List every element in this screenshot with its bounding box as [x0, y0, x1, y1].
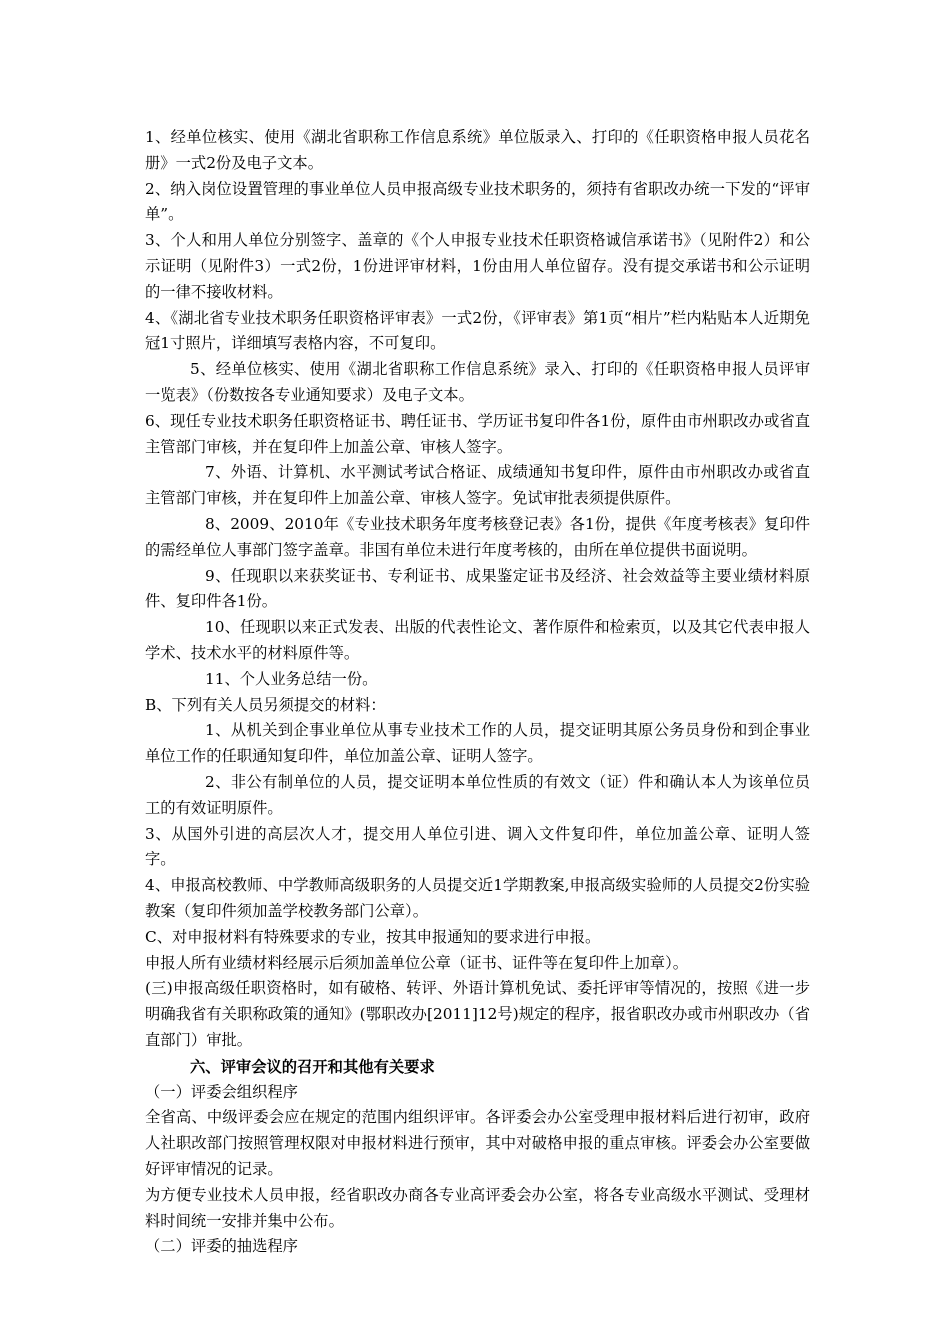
- subsection-2-title: （二）评委的抽选程序: [145, 1237, 298, 1256]
- paragraph-section-3: (三)申报高级任职资格时，如有破格、转评、外语计算机免试、委托评审等情况的，按照《进一步明确我省有关职称政策的通知》(鄂职改办[2011]12号)规定的程序，报省职改办或市州职改办（省直部门）审批。: [145, 979, 810, 1049]
- paragraph-5: 5、经单位核实、使用《湖北省职称工作信息系统》录入、打印的《任职资格申报人员评审一览表》（份数按各专业通知要求）及电子文本。: [145, 360, 810, 404]
- section-c: C、对申报材料有特殊要求的专业，按其申报通知的要求进行申报。: [145, 927, 601, 946]
- paragraph-1: 1、经单位核实、使用《湖北省职称工作信息系统》单位版录入、打印的《任职资格申报人员花名册》一式2份及电子文本。: [145, 128, 810, 172]
- paragraph-3: 3、个人和用人单位分别签字、盖章的《个人申报专业技术任职资格诚信承诺书》（见附件2）和公示证明（见附件3）一式2份，1份进评审材料，1份由用人单位留存。没有提交承诺书和公示证明的一律不接收材料。: [145, 231, 810, 301]
- paragraph-6: 6、现任专业技术职务任职资格证书、聘任证书、学历证书复印件各1份，原件由市州职改办或省直主管部门审核，并在复印件上加盖公章、审核人签字。: [145, 411, 810, 456]
- paragraph-4: 4、《湖北省专业技术职务任职资格评审表》一式2份，《评审表》第1页“相片”栏内粘贴本人近期免冠1寸照片，详细填写表格内容，不可复印。: [145, 308, 810, 353]
- document-body: [145, 125, 810, 1260]
- paragraph-convenience: 为方便专业技术人员申报，经省职改办商各专业高评委会办公室，将各专业高级水平测试、受理材料时间统一安排并集中公布。: [145, 1185, 810, 1230]
- paragraph-b4: 4、申报高校教师、中学教师高级职务的人员提交近1学期教案,申报高级实验师的人员提交2份实验教案（复印件须加盖学校教务部门公章）。: [145, 876, 810, 920]
- paragraph-b2: 2、非公有制单位的人员，提交证明本单位性质的有效文（证）件和确认本人为该单位员工的有效证明原件。: [145, 772, 810, 817]
- paragraph-9: 9、任现职以来获奖证书、专利证书、成果鉴定证书及经济、社会效益等主要业绩材料原件、复印件各1份。: [145, 566, 810, 611]
- paragraph-b3: 3、从国外引进的高层次人才，提交用人单位引进、调入文件复印件，单位加盖公章、证明人签字。: [145, 824, 810, 869]
- paragraph-10: 10、任现职以来正式发表、出版的代表性论文、著作原件和检索页，以及其它代表申报人学术、技术水平的材料原件等。: [145, 618, 810, 662]
- paragraph-2: 2、纳入岗位设置管理的事业单位人员申报高级专业技术职务的，须持有省职改办统一下发的“评审单”。: [145, 179, 810, 224]
- paragraph-11: 11、个人业务总结一份。: [205, 669, 378, 688]
- subsection-1-title: （一）评委会组织程序: [145, 1082, 298, 1101]
- paragraph-b1: 1、从机关到企事业单位从事专业技术工作的人员，提交证明其原公务员身份和到企事业单位工作的任职通知复印件，单位加盖公章、证明人签字。: [145, 721, 810, 766]
- paragraph-committee: 全省高、中级评委会应在规定的范围内组织评审。各评委会办公室受理申报材料后进行初审，政府人社职改部门按照管理权限对申报材料进行预审，其中对破格申报的重点审核。评委会办公室要做好评审情况的记录。: [145, 1108, 810, 1179]
- section-heading-6: 六、评审会议的召开和其他有关要求: [190, 1057, 435, 1076]
- paragraph-stamp-note: 申报人所有业绩材料经展示后须加盖单位公章（证书、证件等在复印件上加章）。: [145, 953, 689, 972]
- paragraph-8: 8、2009、2010年《专业技术职务年度考核登记表》各1份，提供《年度考核表》复印件的需经单位人事部门签字盖章。非国有单位未进行年度考核的，由所在单位提供书面说明。: [145, 514, 810, 559]
- section-b-title: B、下列有关人员另须提交的材料：: [145, 695, 386, 714]
- paragraph-7: 7、外语、计算机、水平测试考试合格证、成绩通知书复印件，原件由市州职改办或省直主管部门审核，并在复印件上加盖公章、审核人签字。免试审批表须提供原件。: [145, 463, 810, 508]
